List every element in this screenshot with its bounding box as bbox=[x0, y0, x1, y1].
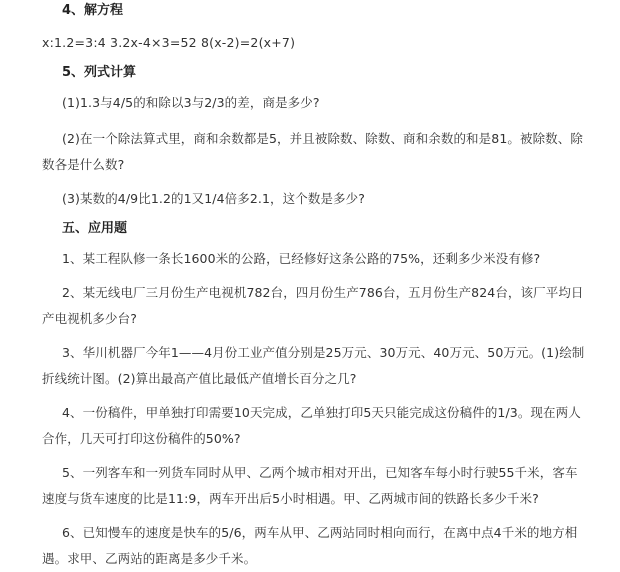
section-heading-word-problems: 五、应用题 bbox=[62, 221, 128, 236]
equations-line: x:1.2=3:4 3.2x-4×3=52 8(x-2)=2(x+7) bbox=[42, 35, 296, 50]
calc-question-3: (3)某数的4/9比1.2的1又1/4倍多2.1，这个数是多少? bbox=[62, 191, 365, 206]
word-problem-3-line-2: 折线统计图。(2)算出最高产值比最低产值增长百分之几? bbox=[42, 371, 357, 386]
word-problem-6-line-1: 6、已知慢车的速度是快车的5/6，两车从甲、乙两站同时相向而行，在离中点4千米的地方相 bbox=[62, 525, 578, 540]
word-problem-4-line-1: 4、一份稿件，甲单独打印需要10天完成，乙单独打印5天只能完成这份稿件的1/3。现在两人 bbox=[62, 405, 581, 420]
word-problem-5-line-1: 5、一列客车和一列货车同时从甲、乙两个城市相对开出，已知客车每小时行驶55千米，客车 bbox=[62, 465, 578, 480]
word-problem-4-line-2: 合作，几天可打印这份稿件的50%? bbox=[42, 431, 241, 446]
word-problem-6-line-2: 遇。求甲、乙两站的距离是多少千米。 bbox=[42, 551, 257, 566]
calc-question-2-line-1: (2)在一个除法算式里，商和余数都是5，并且被除数、除数、商和余数的和是81。被除数、除 bbox=[62, 131, 583, 146]
word-problem-2-line-1: 2、某无线电厂三月份生产电视机782台，四月份生产786台，五月份生产824台，该厂平均日 bbox=[62, 285, 584, 300]
calc-question-1: (1)1.3与4/5的和除以3与2/3的差，商是多少? bbox=[62, 95, 320, 110]
section-heading-solve-equations: 4、解方程 bbox=[62, 3, 124, 18]
word-problem-5-line-2: 速度与货车速度的比是11:9，两车开出后5小时相遇。甲、乙两城市间的铁路长多少千米? bbox=[42, 491, 539, 506]
section-heading-expression-calc: 5、列式计算 bbox=[62, 65, 137, 80]
calc-question-2-line-2: 数各是什么数? bbox=[42, 157, 125, 172]
word-problem-2-line-2: 产电视机多少台? bbox=[42, 311, 137, 326]
word-problem-1: 1、某工程队修一条长1600米的公路，已经修好这条公路的75%，还剩多少米没有修? bbox=[62, 251, 541, 266]
word-problem-3-line-1: 3、华川机器厂今年1——4月份工业产值分别是25万元、30万元、40万元、50万元。(1)绘制 bbox=[62, 345, 585, 360]
